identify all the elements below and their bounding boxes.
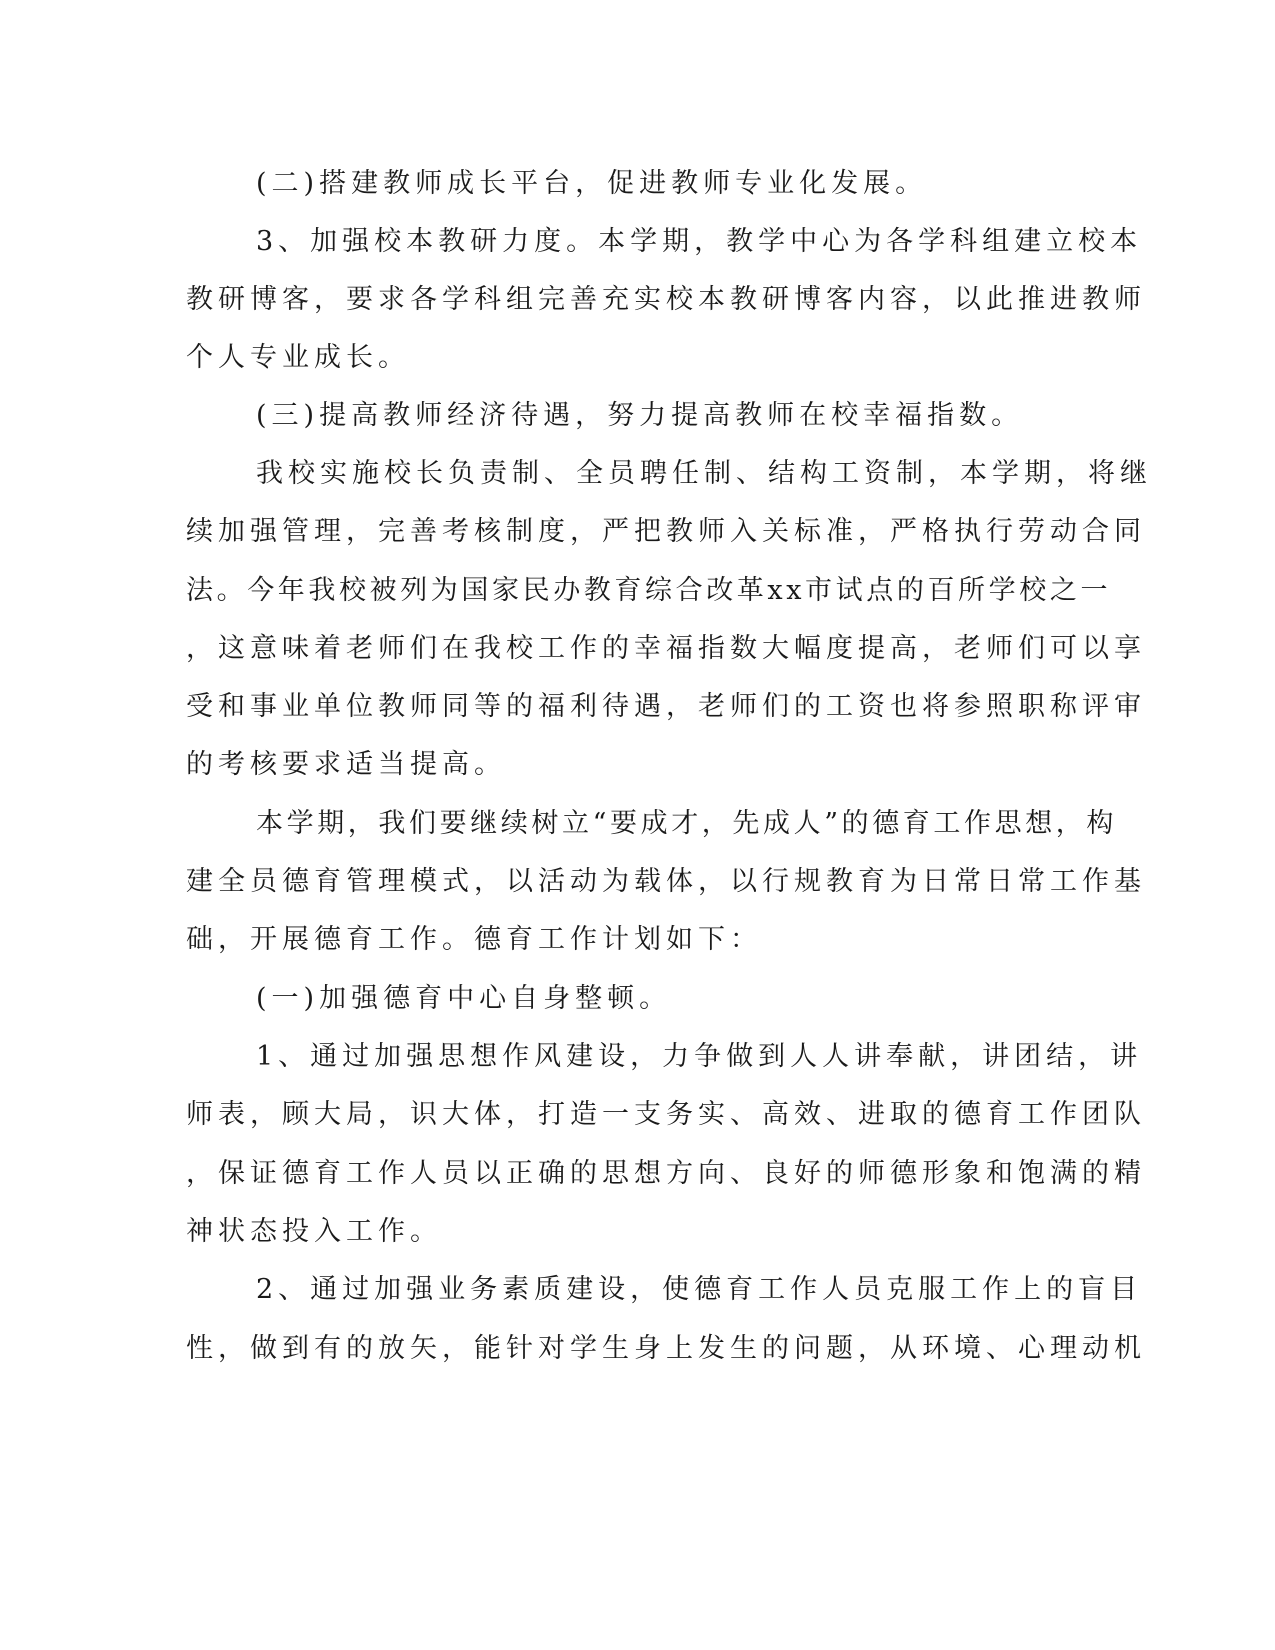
heading-1-moral-education-center: (一)加强德育中心自身整顿。: [256, 983, 672, 1014]
paragraph-line: 受和事业单位教师同等的福利待遇，老师们的工资也将参照职称评审: [186, 691, 1146, 722]
paragraph-line: 神状态投入工作。: [186, 1216, 442, 1247]
paragraph-line: 的考核要求适当提高。: [186, 749, 506, 780]
paragraph-line: 法。今年我校被列为国家民办教育综合改革xx市试点的百所学校之一: [186, 575, 1112, 606]
paragraph-line: 教研博客，要求各学科组完善充实校本教研博客内容，以此推进教师: [186, 284, 1146, 315]
paragraph-line: 个人专业成长。: [186, 342, 410, 373]
paragraph-line: 性，做到有的放矢，能针对学生身上发生的问题，从环境、心理动机: [186, 1333, 1146, 1364]
paragraph-line: 师表，顾大局，识大体，打造一支务实、高效、进取的德育工作团队: [186, 1099, 1146, 1130]
paragraph-line: 建全员德育管理模式，以活动为载体，以行规教育为日常日常工作基: [186, 866, 1146, 897]
paragraph-line: 2、通过加强业务素质建设，使德育工作人员克服工作上的盲目: [256, 1274, 1143, 1305]
paragraph-line: ，保证德育工作人员以正确的思想方向、良好的师德形象和饱满的精: [186, 1158, 1146, 1189]
paragraph-line: 1、通过加强思想作风建设，力争做到人人讲奉献，讲团结，讲: [256, 1041, 1143, 1072]
paragraph-line: 续加强管理，完善考核制度，严把教师入关标准，严格执行劳动合同: [186, 516, 1146, 547]
paragraph-line: 础，开展德育工作。德育工作计划如下：: [186, 924, 762, 955]
paragraph-line: ，这意味着老师们在我校工作的幸福指数大幅度提高，老师们可以享: [186, 633, 1146, 664]
paragraph-line: 我校实施校长负责制、全员聘任制、结构工资制，本学期，将继: [256, 458, 1152, 489]
paragraph-line: 本学期，我们要继续树立“要成才，先成人”的德育工作思想，构: [256, 808, 1118, 839]
heading-3-teacher-economic-treatment: (三)提高教师经济待遇，努力提高教师在校幸福指数。: [256, 400, 1024, 431]
paragraph-line: 3、加强校本教研力度。本学期，教学中心为各学科组建立校本: [256, 226, 1143, 257]
heading-2-teacher-growth-platform: (二)搭建教师成长平台，促进教师专业化发展。: [256, 168, 928, 199]
